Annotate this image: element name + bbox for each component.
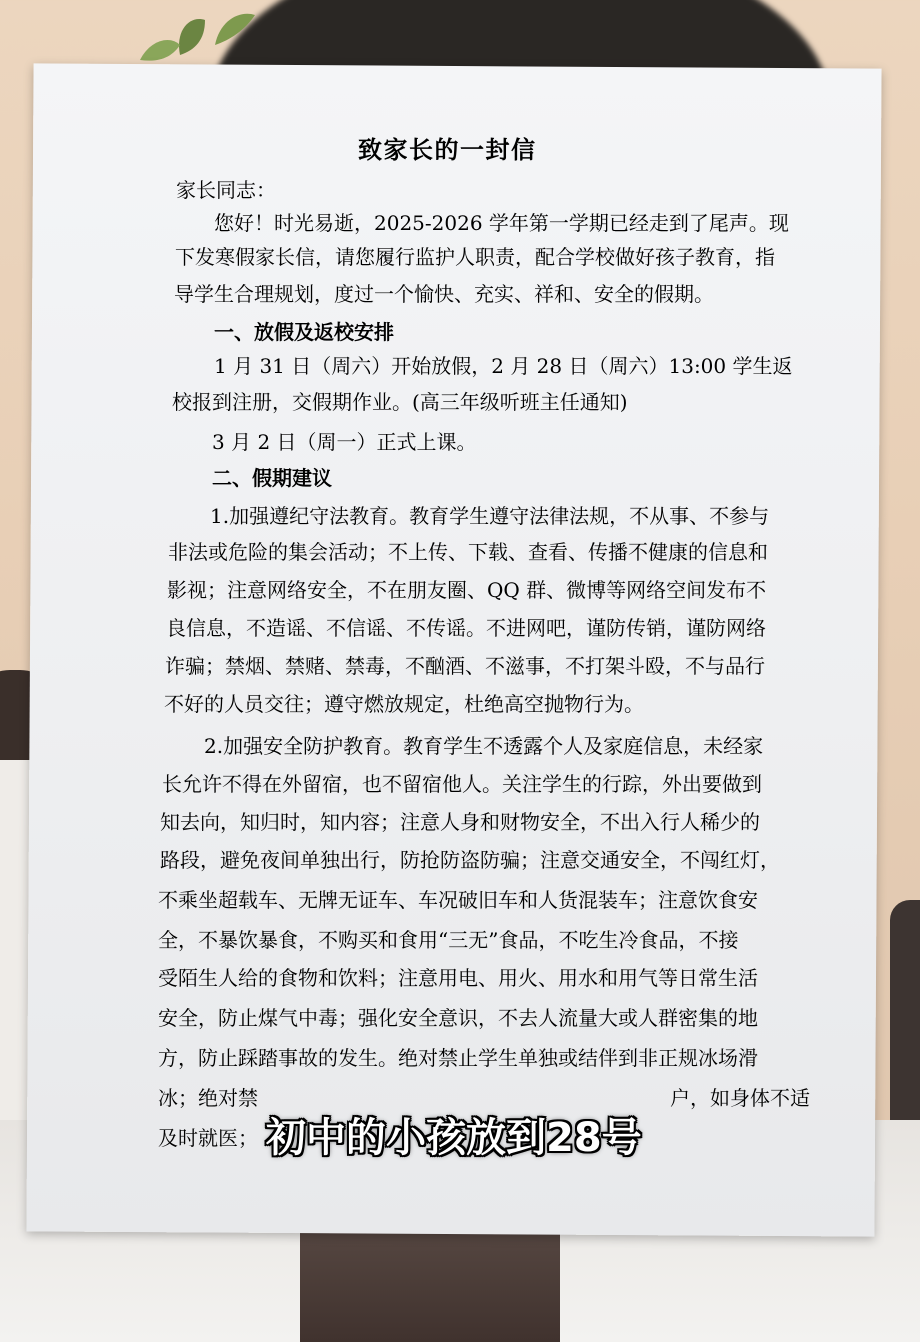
paragraph-line: 下发寒假家长信，请您履行监护人职责，配合学校做好孩子教育，指 [175,245,775,269]
video-caption: 初中的小孩放到28号 [266,1115,642,1161]
paragraph-line: 1 月 31 日（周六）开始放假，2 月 28 日（周六）13:00 学生返 [214,354,793,378]
paragraph-line: 路段，避免夜间单独出行，防抢防盗防骗；注意交通安全，不闯红灯， [160,848,780,872]
paragraph-line: 冰；绝对禁 [158,1086,258,1110]
section-heading: 一、放假及返校安排 [214,320,394,344]
paragraph-line: 3 月 2 日（周一）正式上课。 [212,430,477,454]
letter-title: 致家长的一封信 [358,135,537,164]
salutation: 家长同志： [176,178,276,202]
paragraph-line: 知去向，知归时，知内容；注意人身和财物安全，不出入行人稀少的 [160,810,760,834]
paragraph-line: 1.加强遵纪守法教育。教育学生遵守法律法规，不从事、不参与 [210,504,770,528]
paragraph-line: 受陌生人给的食物和饮料；注意用电、用火、用水和用气等日常生活 [158,966,758,990]
paragraph-line: 方，防止踩踏事故的发生。绝对禁止学生单独或结伴到非正规冰场滑 [158,1046,758,1070]
paragraph-line: 校报到注册，交假期作业。(高三年级听班主任通知) [172,390,628,414]
paragraph-line: 诈骗；禁烟、禁赌、禁毒，不酗酒、不滋事，不打架斗殴，不与品行 [165,654,765,678]
paragraph-line: 及时就医； [158,1126,258,1150]
paragraph-line: 安全，防止煤气中毒；强化安全意识，不去人流量大或人群密集的地 [158,1006,758,1030]
paragraph-line: 2.加强安全防护教育。教育学生不透露个人及家庭信息，未经家 [204,734,764,758]
paragraph-line: 非法或危险的集会活动；不上传、下载、查看、传播不健康的信息和 [168,540,768,564]
paragraph-line: 不好的人员交往；遵守燃放规定，杜绝高空抛物行为。 [164,692,644,716]
paragraph-line: 户，如身体不适 [670,1086,810,1110]
paragraph-line: 影视；注意网络安全，不在朋友圈、QQ 群、微博等网络空间发布不 [167,578,767,602]
section-heading: 二、假期建议 [212,466,332,490]
paragraph-line: 长允许不得在外留宿，也不留宿他人。关注学生的行踪，外出要做到 [162,772,762,796]
paragraph-line: 不乘坐超载车、无牌无证车、车况破旧车和人货混装车；注意饮食安 [158,888,758,912]
paragraph-line: 您好！时光易逝，2025-2026 学年第一学期已经走到了尾声。现 [214,211,789,235]
paragraph-line: 导学生合理规划，度过一个愉快、充实、祥和、安全的假期。 [174,282,714,306]
paragraph-line: 良信息，不造谣、不信谣、不传谣。不进网吧，谨防传销，谨防网络 [166,616,766,640]
paragraph-line: 全，不暴饮暴食，不购买和食用“三无”食品，不吃生冷食品，不接 [158,928,739,952]
